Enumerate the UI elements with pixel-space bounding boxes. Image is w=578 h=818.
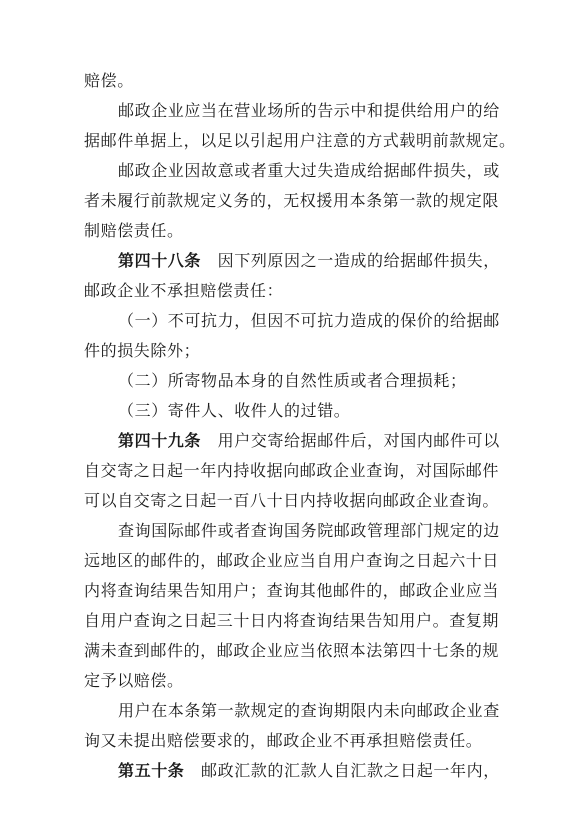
text-line: 内将查询结果告知用户；查询其他邮件的，邮政企业应当 xyxy=(84,581,500,600)
text-line: （三）寄件人、收件人的过错。 xyxy=(118,401,351,420)
text-line: 自用户查询之日起三十日内将查询结果告知用户。查复期 xyxy=(84,611,500,630)
text-line: 邮政企业因故意或者重大过失造成给据邮件损失，或 xyxy=(118,161,500,180)
article-heading: 第五十条 xyxy=(118,761,185,780)
text-line: 查询国际邮件或者查询国务院邮政管理部门规定的边 xyxy=(118,521,500,540)
article-line xyxy=(118,251,500,271)
text-line: 制赔偿责任。 xyxy=(84,221,184,240)
article-text: 邮政汇款的汇款人自汇款之日起一年内， xyxy=(184,761,500,780)
article-line xyxy=(118,431,500,451)
text-line: 可以自交寄之日起一百八十日内持收据向邮政企业查询。 xyxy=(84,491,500,510)
article-text: 用户交寄给据邮件后，对国内邮件可以 xyxy=(201,431,500,450)
text-line: 赔偿。 xyxy=(84,71,134,90)
text-line: 件的损失除外； xyxy=(84,341,201,360)
text-line: 自交寄之日起一年内持收据向邮政企业查询，对国际邮件 xyxy=(84,461,500,480)
text-line: 者未履行前款规定义务的，无权援用本条第一款的规定限 xyxy=(84,191,500,210)
text-line: 邮政企业应当在营业场所的告示中和提供给用户的给 xyxy=(118,101,500,120)
text-line: （二）所寄物品本身的自然性质或者合理损耗； xyxy=(118,371,467,390)
text-line: 据邮件单据上，以足以引起用户注意的方式载明前款规定。 xyxy=(84,131,516,150)
text-line: 用户在本条第一款规定的查询期限内未向邮政企业查 xyxy=(118,701,500,720)
article-heading: 第四十九条 xyxy=(118,431,202,450)
text-line: 远地区的邮件的，邮政企业应当自用户查询之日起六十日 xyxy=(84,551,500,570)
article-heading: 第四十八条 xyxy=(118,251,202,270)
text-line: 定予以赔偿。 xyxy=(84,671,184,690)
text-line: 询又未提出赔偿要求的，邮政企业不再承担赔偿责任。 xyxy=(84,731,483,750)
text-line: 邮政企业不承担赔偿责任： xyxy=(84,281,284,300)
text-line: （一）不可抗力，但因不可抗力造成的保价的给据邮 xyxy=(118,311,500,330)
article-line xyxy=(118,761,500,781)
article-text: 因下列原因之一造成的给据邮件损失， xyxy=(201,251,500,270)
text-line: 满未查到邮件的，邮政企业应当依照本法第四十七条的规 xyxy=(84,641,500,660)
